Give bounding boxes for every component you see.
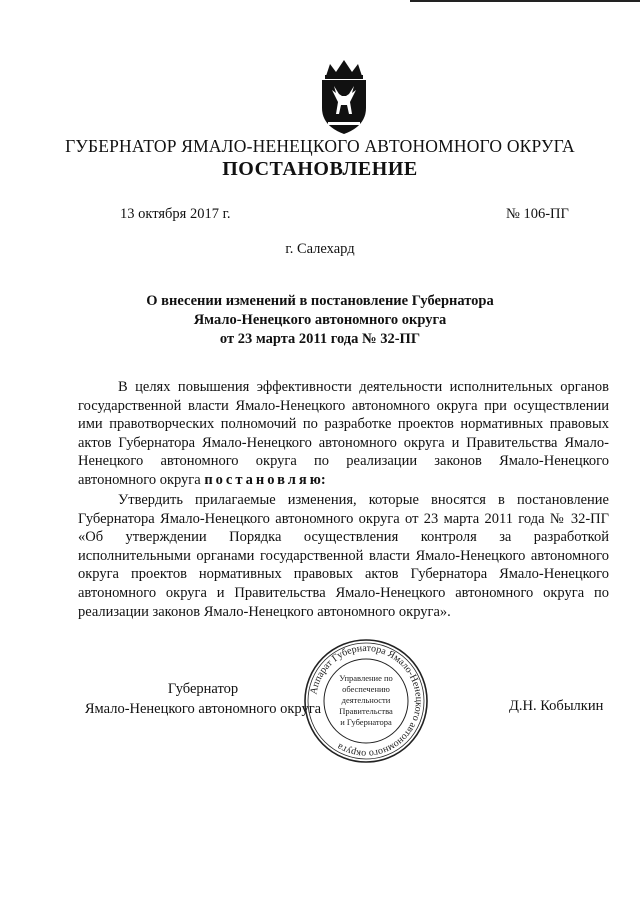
stamp-inner-line-2: обеспечению xyxy=(342,684,390,694)
top-edge-line xyxy=(410,0,640,2)
governor-title: ГУБЕРНАТОР ЯМАЛО-НЕНЕЦКОГО АВТОНОМНОГО ОКРУГА xyxy=(65,136,575,156)
coat-of-arms-icon xyxy=(312,56,376,138)
document-date: 13 октября 2017 г. xyxy=(120,206,231,222)
stamp-inner-line-4: Правительства xyxy=(339,706,393,716)
subject-line-3: от 23 марта 2011 года № 32-ПГ xyxy=(219,331,421,347)
document-city: г. Салехард xyxy=(285,241,355,257)
resolution-paragraph: Утвердить прилагаемые изменения, которые вносятся в постановление Губернатора Ямало-Ненецкого автономного округа от 23 марта 2011 года № 32-ПГ «Об утверждении Порядка осуществления контроля за разработкой исполнительными органами государственной власти Ямало-Ненецкого автономного округа проектов нормативных правовых актов Губернатора Ямало-Ненецкого автономного округа и Правительства Ямало-Ненецкого автономного округа по реализации законов Ямало-Ненецкого автономного округа». xyxy=(78,492,609,620)
preamble-text: В целях повышения эффективности деятельности исполнительных органов государственной власти Ямало-Ненецкого автономного округа при осуществлении ими правотворческих полномочий по разработке проектов нормативных правовых актов Губернатора Ямало-Ненецкого автономного округа и Правительства Ямало-Ненецкого автономного округа по реализации законов Ямало-Ненецкого автономного округа xyxy=(78,379,609,488)
resolve-word: постановля xyxy=(204,471,310,488)
document-subject xyxy=(0,292,640,349)
subject-line-2: Ямало-Ненецкого автономного округа xyxy=(193,312,447,328)
official-stamp xyxy=(302,637,430,765)
stamp-outer-text: Аппарат Губернатора Ямало-Ненецкого автономного округа xyxy=(308,642,425,760)
stamp-inner-line-5: и Губернатора xyxy=(340,717,392,727)
signatory-position-line-1: Губернатор xyxy=(167,681,239,697)
signatory-name: Д.Н. Кобылкин xyxy=(509,698,604,714)
signatory-position-line-2: Ямало-Ненецкого автономного округа xyxy=(84,701,322,717)
subject-line-1: О внесении изменений в постановление Губернатора xyxy=(146,293,494,309)
stamp-inner-line-3: деятельности xyxy=(341,695,391,705)
signatory-position xyxy=(78,679,328,719)
document-number: № 106-ПГ xyxy=(506,206,569,222)
stamp-inner-line-1: Управление по xyxy=(339,673,393,683)
resolve-word-end: ю: xyxy=(309,471,326,488)
preamble-paragraph xyxy=(78,378,609,490)
document-type: ПОСТАНОВЛЕНИЕ xyxy=(222,158,418,180)
